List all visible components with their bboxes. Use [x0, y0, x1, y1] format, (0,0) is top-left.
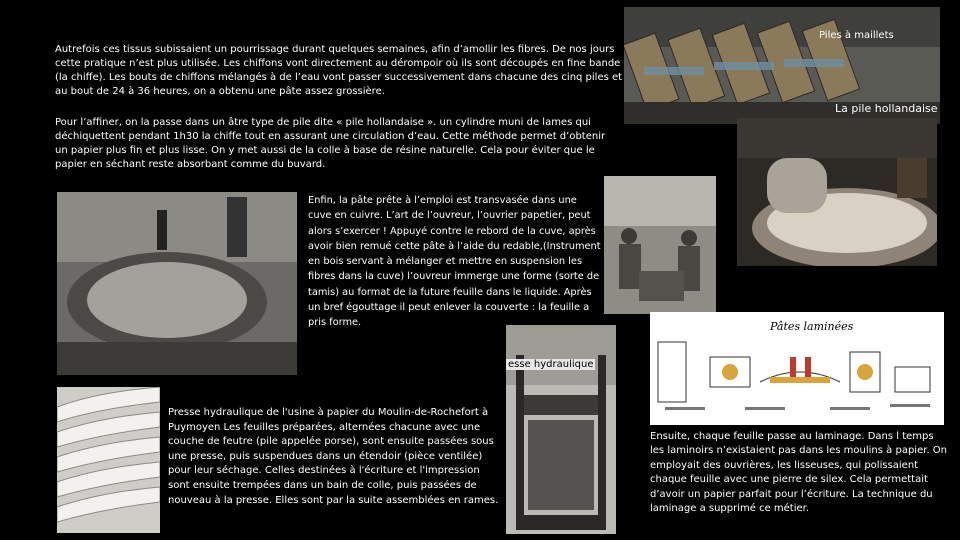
paragraph-presse: Presse hydraulique de l'usine à papier du Moulin-de-Rochefort à Puymoyen Les feuilles préparées, alternées chacune avec une couche de feutre (pile appelée porse), sont ensuite passées sous une presse, puis suspendues dans un étendoir (pièce ventilée) pour leur séchage. Celles destinées à l'écriture et l'impression sont ensuite trempées dans un bain de colle, puis passées de nouveau à la presse. Elles sont par la suite assemblées en rames.	[168, 407, 499, 506]
caption-piles-a-maillets: Piles à maillets	[819, 30, 894, 41]
photo-feuilles-papier	[57, 387, 160, 533]
photo-ouvreur-cuve	[604, 176, 716, 314]
photo-pile-hollandaise	[737, 118, 937, 266]
photo-presse-hydraulique	[506, 325, 616, 534]
paragraph-pile-hollandaise: Pour l’affiner, on la passe dans un âtre type de pile dite « pile hollandaise ». un cylindre muni de lames qui déchiquettent pendant 1h30 la chiffe tout en assurant une circulation d’eau. Cette méthode permet d’obtenir un papier plus fin et plus lisse. On y met aussi de la colle à base de résine naturelle. Cela pour éviter que le papier en séchant reste absorbant comme du buvard.	[55, 117, 606, 170]
photo-moulin-bassin	[57, 192, 297, 375]
paragraph-pourrissage: Autrefois ces tissus subissaient un pourrissage durant quelques semaines, afin d’amollir les fibres. De nos jours cette pratique n’est plus utilisée. Les chiffons vont directement au dérompoir où ils sont découpés en fine bande (la chiffe). Les bouts de chiffons mélangés à de l’eau vont passer successivement dans chacune des cinq piles et au bout de 24 à 36 heures, on a obtenu une pâte assez grossière.	[55, 44, 623, 97]
caption-pile-hollandaise: La pile hollandaise	[835, 102, 938, 115]
diagram-title: Pâtes laminées	[770, 320, 854, 333]
caption-presse-hydraulique: esse hydraulique	[508, 359, 594, 370]
diagram-pates-laminees	[650, 312, 944, 425]
paragraph-cuve: Enfin, la pâte prête à l’emploi est transvasée dans une cuve en cuivre. L’art de l’ouvreur, l’ouvrier papetier, peut alors s’exercer ! Appuyé contre le rebord de la cuve, après avoir bien remué cette pâte à l’aide du redable,(Instrument en bois servant à mélanger et mettre en suspension les fibres dans la cuve) l’ouvreur immerge une forme (sorte de tamis) au format de la future feuille dans le liquide. Après un bref égouttage il peut enlever la couverte : la feuille a pris forme.	[308, 195, 601, 329]
paragraph-laminage: Ensuite, chaque feuille passe au laminage. Dans l temps les laminoirs n’existaient pas dans les moulins à papier. On employait des ouvrières, les lisseuses, qui polissaient chaque feuille avec une pierre de silex. Cela permettait d’avoir un papier parfait pour l’écriture. La technique du laminage a supprimé ce métier.	[650, 431, 947, 515]
